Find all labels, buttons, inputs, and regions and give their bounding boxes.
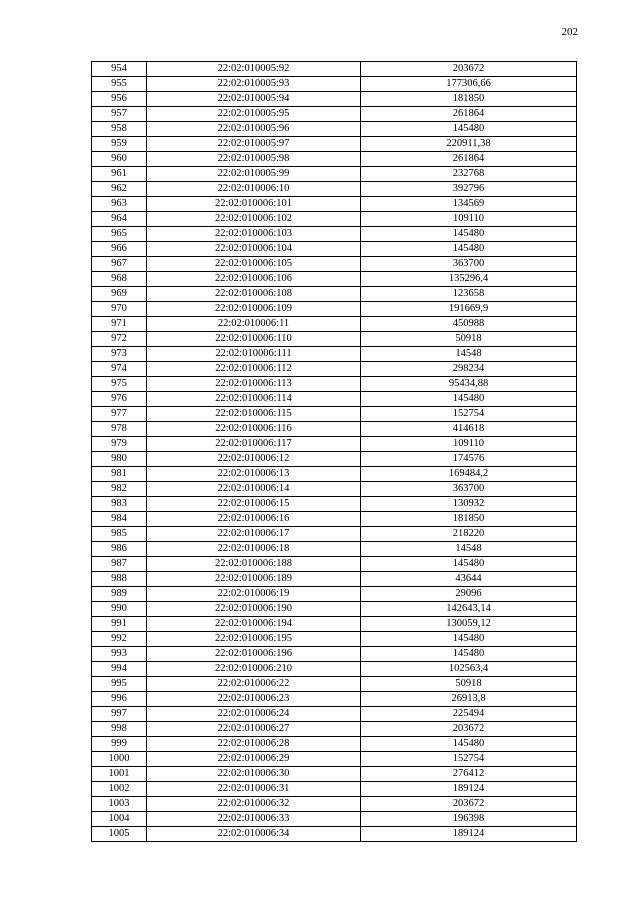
table-row (92, 707, 577, 722)
cadastral-number-cell: 22:02:010006:115 (147, 407, 361, 422)
value-cell: 203672 (361, 722, 577, 737)
cadastral-number-cell: 22:02:010006:11 (147, 317, 361, 332)
row-number-cell: 983 (92, 497, 147, 512)
row-number-cell: 963 (92, 197, 147, 212)
value-cell: 95434,88 (361, 377, 577, 392)
row-number-cell: 1000 (92, 752, 147, 767)
table-row (92, 377, 577, 392)
table-row (92, 812, 577, 827)
row-number-cell: 973 (92, 347, 147, 362)
value-cell: 14548 (361, 347, 577, 362)
table-row (92, 647, 577, 662)
value-cell: 203672 (361, 797, 577, 812)
table-row (92, 602, 577, 617)
value-cell: 123658 (361, 287, 577, 302)
cadastral-number-cell: 22:02:010006:23 (147, 692, 361, 707)
value-cell: 130932 (361, 497, 577, 512)
cadastral-number-cell: 22:02:010006:16 (147, 512, 361, 527)
cadastral-number-cell: 22:02:010006:210 (147, 662, 361, 677)
row-number-cell: 995 (92, 677, 147, 692)
cadastral-number-cell: 22:02:010006:113 (147, 377, 361, 392)
row-number-cell: 987 (92, 557, 147, 572)
cadastral-number-cell: 22:02:010006:31 (147, 782, 361, 797)
value-cell: 152754 (361, 407, 577, 422)
row-number-cell: 976 (92, 392, 147, 407)
table-row (92, 827, 577, 842)
table-row (92, 467, 577, 482)
table-row (92, 152, 577, 167)
row-number-cell: 955 (92, 77, 147, 92)
row-number-cell: 960 (92, 152, 147, 167)
cadastral-number-cell: 22:02:010006:108 (147, 287, 361, 302)
cadastral-number-cell: 22:02:010006:112 (147, 362, 361, 377)
table-row (92, 167, 577, 182)
value-cell: 130059,12 (361, 617, 577, 632)
row-number-cell: 1002 (92, 782, 147, 797)
value-cell: 203672 (361, 62, 577, 77)
table-row (92, 557, 577, 572)
value-cell: 145480 (361, 647, 577, 662)
table-row (92, 482, 577, 497)
value-cell: 363700 (361, 482, 577, 497)
cadastral-number-cell: 22:02:010005:94 (147, 92, 361, 107)
cadastral-number-cell: 22:02:010005:92 (147, 62, 361, 77)
cadastral-number-cell: 22:02:010006:24 (147, 707, 361, 722)
value-cell: 14548 (361, 542, 577, 557)
cadastral-number-cell: 22:02:010006:22 (147, 677, 361, 692)
cadastral-number-cell: 22:02:010006:190 (147, 602, 361, 617)
table-row (92, 107, 577, 122)
value-cell: 134569 (361, 197, 577, 212)
value-cell: 450988 (361, 317, 577, 332)
value-cell: 225494 (361, 707, 577, 722)
row-number-cell: 998 (92, 722, 147, 737)
table-row (92, 62, 577, 77)
row-number-cell: 970 (92, 302, 147, 317)
cadastral-number-cell: 22:02:010005:95 (147, 107, 361, 122)
row-number-cell: 962 (92, 182, 147, 197)
cadastral-number-cell: 22:02:010005:98 (147, 152, 361, 167)
row-number-cell: 994 (92, 662, 147, 677)
row-number-cell: 978 (92, 422, 147, 437)
value-cell: 261864 (361, 107, 577, 122)
table-row (92, 347, 577, 362)
row-number-cell: 990 (92, 602, 147, 617)
row-number-cell: 997 (92, 707, 147, 722)
row-number-cell: 1001 (92, 767, 147, 782)
table-row (92, 752, 577, 767)
value-cell: 414618 (361, 422, 577, 437)
cadastral-number-cell: 22:02:010006:15 (147, 497, 361, 512)
cadastral-number-cell: 22:02:010006:101 (147, 197, 361, 212)
row-number-cell: 971 (92, 317, 147, 332)
cadastral-number-cell: 22:02:010006:14 (147, 482, 361, 497)
table-row (92, 437, 577, 452)
value-cell: 392796 (361, 182, 577, 197)
table-row (92, 287, 577, 302)
cadastral-number-cell: 22:02:010006:18 (147, 542, 361, 557)
table-row (92, 272, 577, 287)
table-row (92, 122, 577, 137)
table-row (92, 692, 577, 707)
value-cell: 145480 (361, 227, 577, 242)
row-number-cell: 967 (92, 257, 147, 272)
row-number-cell: 968 (92, 272, 147, 287)
cadastral-number-cell: 22:02:010006:117 (147, 437, 361, 452)
value-cell: 145480 (361, 737, 577, 752)
row-number-cell: 974 (92, 362, 147, 377)
cadastral-number-cell: 22:02:010006:196 (147, 647, 361, 662)
table-row (92, 227, 577, 242)
table-row (92, 662, 577, 677)
cadastral-table (91, 61, 577, 842)
table-row (92, 182, 577, 197)
row-number-cell: 985 (92, 527, 147, 542)
row-number-cell: 1004 (92, 812, 147, 827)
cadastral-number-cell: 22:02:010005:93 (147, 77, 361, 92)
row-number-cell: 958 (92, 122, 147, 137)
table-row (92, 317, 577, 332)
table-row (92, 677, 577, 692)
value-cell: 220911,38 (361, 137, 577, 152)
page-number: 202 (561, 26, 578, 38)
cadastral-number-cell: 22:02:010006:17 (147, 527, 361, 542)
value-cell: 50918 (361, 677, 577, 692)
value-cell: 174576 (361, 452, 577, 467)
cadastral-number-cell: 22:02:010006:32 (147, 797, 361, 812)
cadastral-number-cell: 22:02:010006:33 (147, 812, 361, 827)
value-cell: 196398 (361, 812, 577, 827)
table-row (92, 497, 577, 512)
table-row (92, 737, 577, 752)
value-cell: 181850 (361, 92, 577, 107)
table-row (92, 542, 577, 557)
table-row (92, 512, 577, 527)
table-row (92, 212, 577, 227)
row-number-cell: 986 (92, 542, 147, 557)
table-body (92, 62, 577, 842)
table-row (92, 722, 577, 737)
table-row (92, 242, 577, 257)
row-number-cell: 966 (92, 242, 147, 257)
value-cell: 135296,4 (361, 272, 577, 287)
row-number-cell: 988 (92, 572, 147, 587)
table-row (92, 617, 577, 632)
cadastral-number-cell: 22:02:010005:99 (147, 167, 361, 182)
row-number-cell: 957 (92, 107, 147, 122)
cadastral-number-cell: 22:02:010006:29 (147, 752, 361, 767)
cadastral-number-cell: 22:02:010006:13 (147, 467, 361, 482)
row-number-cell: 977 (92, 407, 147, 422)
table-row (92, 92, 577, 107)
cadastral-number-cell: 22:02:010006:103 (147, 227, 361, 242)
value-cell: 218220 (361, 527, 577, 542)
value-cell: 29096 (361, 587, 577, 602)
cadastral-number-cell: 22:02:010005:96 (147, 122, 361, 137)
row-number-cell: 959 (92, 137, 147, 152)
cadastral-number-cell: 22:02:010006:111 (147, 347, 361, 362)
value-cell: 145480 (361, 242, 577, 257)
row-number-cell: 984 (92, 512, 147, 527)
cadastral-number-cell: 22:02:010006:116 (147, 422, 361, 437)
table-row (92, 77, 577, 92)
value-cell: 50918 (361, 332, 577, 347)
value-cell: 43644 (361, 572, 577, 587)
row-number-cell: 979 (92, 437, 147, 452)
table-row (92, 422, 577, 437)
cadastral-number-cell: 22:02:010006:10 (147, 182, 361, 197)
value-cell: 261864 (361, 152, 577, 167)
cadastral-number-cell: 22:02:010006:188 (147, 557, 361, 572)
row-number-cell: 1003 (92, 797, 147, 812)
cadastral-number-cell: 22:02:010006:194 (147, 617, 361, 632)
value-cell: 26913,8 (361, 692, 577, 707)
row-number-cell: 961 (92, 167, 147, 182)
value-cell: 232768 (361, 167, 577, 182)
value-cell: 145480 (361, 392, 577, 407)
cadastral-number-cell: 22:02:010006:102 (147, 212, 361, 227)
table-row (92, 197, 577, 212)
row-number-cell: 993 (92, 647, 147, 662)
cadastral-number-cell: 22:02:010006:189 (147, 572, 361, 587)
cadastral-number-cell: 22:02:010006:34 (147, 827, 361, 842)
value-cell: 363700 (361, 257, 577, 272)
row-number-cell: 999 (92, 737, 147, 752)
value-cell: 142643,14 (361, 602, 577, 617)
table-row (92, 137, 577, 152)
cadastral-number-cell: 22:02:010006:19 (147, 587, 361, 602)
row-number-cell: 956 (92, 92, 147, 107)
table-row (92, 527, 577, 542)
table-row (92, 407, 577, 422)
value-cell: 298234 (361, 362, 577, 377)
row-number-cell: 965 (92, 227, 147, 242)
cadastral-number-cell: 22:02:010006:28 (147, 737, 361, 752)
table-row (92, 572, 577, 587)
cadastral-number-cell: 22:02:010006:12 (147, 452, 361, 467)
value-cell: 276412 (361, 767, 577, 782)
table-row (92, 257, 577, 272)
row-number-cell: 981 (92, 467, 147, 482)
value-cell: 145480 (361, 632, 577, 647)
row-number-cell: 982 (92, 482, 147, 497)
value-cell: 189124 (361, 827, 577, 842)
table-row (92, 797, 577, 812)
row-number-cell: 969 (92, 287, 147, 302)
row-number-cell: 964 (92, 212, 147, 227)
value-cell: 177306,66 (361, 77, 577, 92)
value-cell: 169484,2 (361, 467, 577, 482)
value-cell: 145480 (361, 122, 577, 137)
row-number-cell: 972 (92, 332, 147, 347)
table-row (92, 767, 577, 782)
row-number-cell: 991 (92, 617, 147, 632)
value-cell: 189124 (361, 782, 577, 797)
cadastral-number-cell: 22:02:010006:27 (147, 722, 361, 737)
table-row (92, 587, 577, 602)
cadastral-number-cell: 22:02:010006:109 (147, 302, 361, 317)
table-row (92, 452, 577, 467)
row-number-cell: 975 (92, 377, 147, 392)
row-number-cell: 1005 (92, 827, 147, 842)
value-cell: 181850 (361, 512, 577, 527)
cadastral-number-cell: 22:02:010006:106 (147, 272, 361, 287)
cadastral-number-cell: 22:02:010006:110 (147, 332, 361, 347)
cadastral-number-cell: 22:02:010006:195 (147, 632, 361, 647)
value-cell: 152754 (361, 752, 577, 767)
value-cell: 109110 (361, 212, 577, 227)
row-number-cell: 980 (92, 452, 147, 467)
cadastral-number-cell: 22:02:010006:30 (147, 767, 361, 782)
value-cell: 102563,4 (361, 662, 577, 677)
table-row (92, 362, 577, 377)
row-number-cell: 954 (92, 62, 147, 77)
row-number-cell: 996 (92, 692, 147, 707)
table-row (92, 392, 577, 407)
value-cell: 191669,9 (361, 302, 577, 317)
table-row (92, 302, 577, 317)
row-number-cell: 992 (92, 632, 147, 647)
value-cell: 145480 (361, 557, 577, 572)
row-number-cell: 989 (92, 587, 147, 602)
table-row (92, 782, 577, 797)
cadastral-number-cell: 22:02:010005:97 (147, 137, 361, 152)
cadastral-number-cell: 22:02:010006:105 (147, 257, 361, 272)
cadastral-number-cell: 22:02:010006:114 (147, 392, 361, 407)
value-cell: 109110 (361, 437, 577, 452)
table-row (92, 332, 577, 347)
cadastral-number-cell: 22:02:010006:104 (147, 242, 361, 257)
table-row (92, 632, 577, 647)
